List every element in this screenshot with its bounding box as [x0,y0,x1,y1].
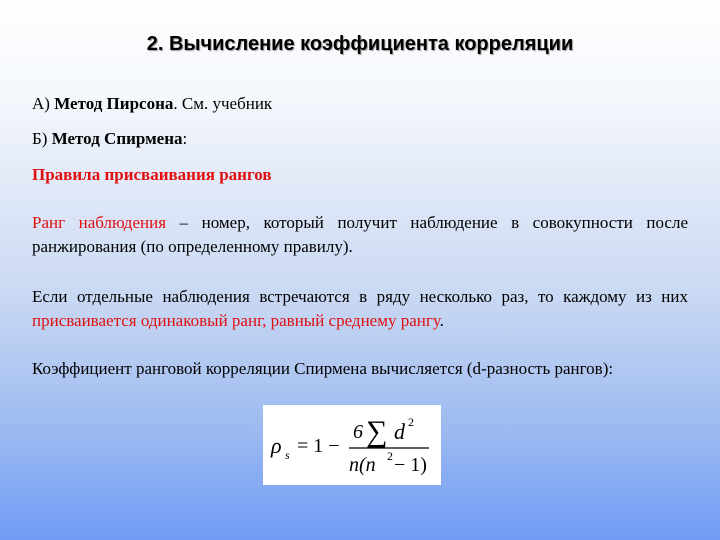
formula-num-coef: 6 [353,421,363,443]
item-pearson [32,92,272,115]
spearman-text: Коэффициент ранговой корреляции Спирмена вычисляется (d-разность рангов): [32,359,614,378]
ties-text: Если отдельные наблюдения встречаются в ряду несколько раз, то каждому из них [32,287,688,306]
item-pearson-prefix: А) [32,94,55,113]
formula-num-var: d [394,419,405,444]
rank-definition [32,211,688,259]
ties-end: . [439,311,444,330]
item-spearman-method: Метод Спирмена [51,129,183,148]
formula-den-b: − 1) [394,454,427,476]
rank-definition-text: – номер, который получит наблюдение в совокупности после ранжирования (по определенному правилу). [32,213,688,256]
rank-term: Ранг наблюдения [32,213,167,232]
slide-title: 2. Вычисление коэффициента корреляции [146,33,574,55]
formula-den-exp: 2 [387,449,393,463]
item-pearson-suffix: . См. учебник [173,94,273,113]
spearman-formula [263,405,441,485]
formula-rho-sub: s [285,448,290,462]
item-pearson-method: Метод Пирсона [54,94,174,113]
formula-sigma: ∑ [366,415,388,448]
formula-box [263,405,441,485]
ties-rule [32,285,688,333]
item-spearman [32,127,187,150]
formula-num-exp: 2 [408,415,414,429]
ties-highlight: присваивается одинаковый ранг, равный среднему рангу [32,311,440,330]
formula-rho: ρ [271,433,282,458]
formula-den-a: n(n [349,454,376,476]
item-spearman-suffix: : [182,129,188,148]
item-spearman-prefix: Б) [32,129,52,148]
formula-equals: = 1 − [297,435,340,457]
rules-heading: Правила присваивания рангов [32,165,272,184]
